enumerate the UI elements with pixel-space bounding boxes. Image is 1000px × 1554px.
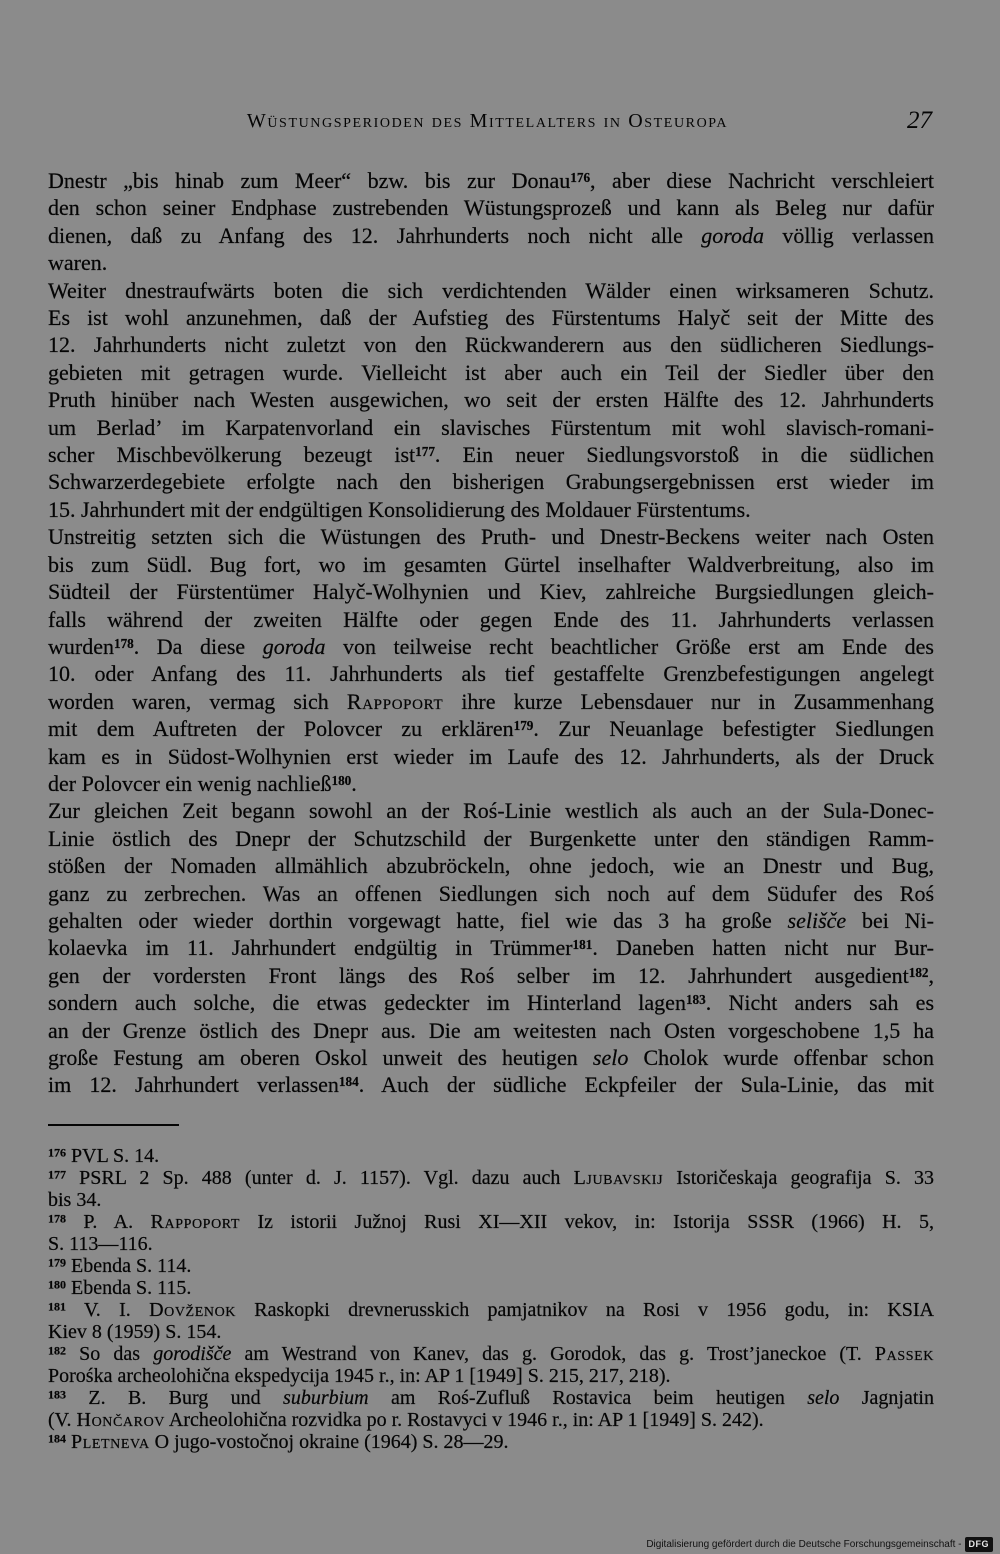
text-run: ganz zu zerbrechen. Was an offenen Siedlungen sich noch auf dem Südufer des Roś [48,880,934,906]
text-run: große Festung am oberen Oskol unweit des heutigen [48,1045,593,1070]
text-line [48,441,934,468]
footnote-marker: 176 [570,170,591,186]
footnote-marker: 180 [48,1277,66,1292]
text-line [48,1044,934,1071]
text-line [48,1321,934,1343]
italic-term: suburbium [283,1387,369,1409]
text-line [48,1167,934,1189]
text-run: PVL S. 14. [66,1145,160,1167]
text-run: um Berlad’ im Karpatenvorland ein slavisches Fürstentum mit wohl slavisch-romani- [48,414,934,440]
text-line [48,1017,934,1044]
text-line [48,1145,934,1167]
text-line [48,1071,934,1098]
footnote-marker: 178 [113,635,134,651]
paragraph [48,523,934,797]
text-run: bei Ni- [846,907,934,933]
footnote [48,1277,934,1299]
footnote [48,1167,934,1211]
text-line [48,1299,934,1321]
text-line [48,578,934,605]
text-line [48,1431,934,1453]
text-run: wurden [48,633,114,659]
credit-text: Digitalisierung gefördert durch die Deutsche Forschungsgemeinschaft - [646,1538,962,1550]
text-run: am Westrand von Kanev, das g. Gorodok, das g. Trost’janeckoe (T. [231,1343,875,1365]
text-line [48,359,934,386]
text-line [48,468,934,495]
text-line [48,1365,934,1387]
text-run: Es ist wohl anzunehmen, daß der Aufstieg des Fürstentums Halyč seit der Mitte des [48,305,934,331]
footnote [48,1211,934,1255]
text-run: völlig verlassen [764,222,935,248]
smallcaps-name: Rappoport [150,1211,241,1233]
text-line [48,606,934,633]
paragraph [48,277,934,524]
text-run: von teilweise recht beachtlicher Größe erst am Ende des [325,633,934,659]
footnote-marker: 176 [48,1145,66,1160]
page-number: 27 [907,107,932,134]
text-line [48,633,934,660]
text-line [48,1343,934,1365]
text-run: So das [66,1343,154,1365]
footnote-marker: 184 [48,1431,66,1446]
text-run: 15. Jahrhundert mit der endgültigen Konsolidierung des Moldauer Fürstentums. [48,496,751,522]
text-line [48,907,934,934]
text-line [48,386,934,413]
italic-term: goroda [701,222,764,248]
text-run: Kiev 8 (1959) S. 154. [48,1321,222,1343]
footnote-marker: 184 [338,1074,359,1090]
text-line [48,743,934,770]
text-run: Porośka archeolohična ekspedycija 1945 r., in: AP 1 [1949] S. 215, 217, 218). [48,1365,671,1387]
text-run: Zur gleichen Zeit begann sowohl an der Roś-Linie westlich als auch an der Sula-Donec- [48,798,934,824]
text-run: V. I. [66,1299,150,1321]
footnote-marker: 179 [48,1255,66,1270]
text-run: S. 113—116. [48,1233,153,1255]
text-run: Südteil der Fürstentümer Halyč-Wolhynien und Kiev, zahlreiche Burgsiedlungen gleich- [48,579,934,605]
text-line [48,414,934,441]
text-run: gehalten oder wieder dorthin vorgewagt hatte, fiel wie das 3 ha große [48,907,788,933]
smallcaps-name: Dovženok [149,1299,236,1321]
footnote-marker: 179 [513,718,534,734]
text-run: (V. [48,1409,77,1431]
text-run: O jugo-vostočnoj okraine (1964) S. 28—29. [149,1431,509,1453]
italic-term: selišče [787,907,847,933]
text-run: waren. [48,250,108,276]
running-title: Wüstungsperioden des Mittelalters in Osteuropa [246,110,729,132]
text-run: Iz istorii Južnoj Rusi XI—XII vekov, in: Istorija SSSR (1966) H. 5, [240,1211,934,1233]
text-line [48,934,934,961]
footnote-marker: 183 [685,992,706,1008]
text-run: der Polovcer ein wenig nachließ [48,770,332,796]
text-run: 10. oder Anfang des 11. Jahrhunderts als tief gestaffelte Grenzbefestigungen angelegt [48,661,934,687]
text-run: an der Grenze östlich des Dnepr aus. Die am weitesten nach Osten vorgeschobene 1,5 ha [48,1017,934,1043]
text-run: am Roś-Zufluß Rostavica beim heutigen [368,1387,808,1409]
paragraph-continued [48,797,934,1098]
italic-term: selo [592,1045,629,1070]
text-run: Z. B. Burg und [66,1387,284,1409]
footnote-marker: 177 [48,1167,66,1182]
text-line [48,1409,934,1431]
footnote-marker: 183 [48,1387,66,1402]
dfg-logo: DFG [965,1537,994,1552]
text-run: kam es in Südost-Wolhynien erst wieder im Laufe des 12. Jahrhunderts, als der Druck [48,743,934,769]
italic-term: goroda [262,633,326,659]
text-line [48,222,934,249]
text-line [48,523,934,550]
text-run: Schwarzerdegebiete erfolgte nach den bisherigen Grabungsergebnissen erst wieder im [48,469,934,495]
text-run: 12. Jahrhunderts nicht zuletzt von den Rückwanderern aus den südlicheren Siedlungs- [48,332,934,358]
text-run: bis 34. [48,1189,102,1211]
text-run: mit dem Auftreten der Polovcer zu erklären [48,716,514,742]
text-line [48,1211,934,1233]
text-line [48,1387,934,1409]
footnote-marker: 181 [572,937,593,953]
footnote [48,1145,934,1167]
text-run: gebieten mit getragen wurde. Vielleicht ist aber auch ein Teil der Siedler über den [48,359,934,385]
smallcaps-name: Pletneva [71,1431,150,1453]
text-run: . [351,770,357,796]
text-run: Cholok wurde offenbar schon [628,1045,935,1070]
text-run: stößen der Nomaden allmählich abzubröckeln, ohne jedoch, wie an Dnestr und Bug, [48,853,934,879]
footnote [48,1255,934,1277]
text-run: gen der vordersten Front längs des Roś selber im 12. Jahrhundert ausgedient [48,962,909,988]
text-run: , aber diese Nachricht verschleiert [590,168,934,193]
footnote-rule [48,1124,179,1126]
paragraph [48,167,934,277]
text-run: scher Mischbevölkerung bezeugt ist [48,442,416,468]
body-text [48,167,934,1099]
text-run: Archeolohična rozvidka po r. Rostavyci v 1946 r., in: AP 1 [1949] S. 242). [165,1409,764,1431]
text-line [48,496,934,523]
text-line [48,852,934,879]
smallcaps-name: Rappoport [346,688,444,714]
text-run: . Da diese [133,633,263,659]
text-line [48,715,934,742]
text-run: ihre kurze Lebensdauer nur in Zusammenhang [443,688,934,714]
text-run: Weiter dnestraufwärts boten die sich verdichtenden Wälder einen wirksameren Schutz. [48,277,934,303]
text-run: . Daneben hatten nicht nur Bur- [592,935,935,961]
text-line [48,880,934,907]
text-run: . Nicht anders sah es [705,990,935,1016]
text-run: kolaevka im 11. Jahrhundert endgültig in Trümmer [48,935,573,961]
text-line [48,688,934,715]
text-line [48,797,934,824]
footnote-marker: 177 [415,444,435,460]
text-run: dienen, daß zu Anfang des 12. Jahrhunderts noch nicht alle [48,222,702,248]
text-run: Jagnjatin [839,1387,934,1409]
footnote [48,1299,934,1343]
text-run: Ebenda S. 114. [66,1255,192,1277]
footnote-marker: 182 [908,964,929,980]
text-line [48,1233,934,1255]
text-line [48,304,934,331]
smallcaps-name: Passek [874,1343,934,1365]
footnote [48,1431,934,1453]
text-line [48,825,934,852]
text-line [48,770,934,797]
text-run: falls während der zweiten Hälfte oder gegen Ende des 11. Jahrhunderts verlassen [48,606,934,632]
text-run: Dnestr „bis hinab zum Meer“ bzw. bis zur Donau [48,168,571,193]
smallcaps-name: Hončarov [76,1409,166,1431]
footnote-marker: 180 [331,773,352,788]
footnotes [48,1145,934,1453]
text-run: . Auch der südliche Eckpfeiler der Sula-Linie, das mit [358,1072,935,1098]
footnote-marker: 178 [48,1211,66,1226]
text-run: Unstreitig setzten sich die Wüstungen des Pruth- und Dnestr-Beckens weiter nach Osten [48,524,934,550]
text-line [48,962,934,989]
text-run: PSRL 2 Sp. 488 (unter d. J. 1157). Vgl. dazu auch [66,1167,574,1189]
italic-term: selo [807,1387,840,1409]
text-run: . Zur Neuanlage befestigter Siedlungen [533,716,934,742]
text-run: Ebenda S. 115. [66,1277,192,1299]
text-run: P. A. [66,1211,151,1233]
text-line [48,551,934,578]
smallcaps-name: Ljubavskij [573,1167,664,1189]
text-run: Pruth hinüber nach Westen ausgewichen, wo seit der ersten Hälfte des 12. Jahrhunderts [48,387,934,413]
footnote [48,1343,934,1387]
text-line [48,194,934,221]
text-line [48,1277,934,1299]
text-run: bis zum Südl. Bug fort, wo im gesamten Gürtel inselhafter Waldverbreitung, also im [48,551,934,577]
text-run: im 12. Jahrhundert verlassen [48,1072,339,1098]
italic-term: gorodišče [153,1343,232,1365]
text-run: , [928,962,934,988]
text-run: Raskopki drevnerusskich pamjatnikov na Rosi v 1956 godu, in: KSIA [236,1299,935,1321]
footnote-marker: 182 [48,1343,66,1358]
text-line [48,1189,934,1211]
footnote [48,1387,934,1431]
text-line [48,167,934,194]
text-line [48,331,934,358]
text-run: Istoričeskaja geografija S. 33 [663,1167,934,1189]
text-run: den schon seiner Endphase zustrebenden Wüstungsprozeß und kann als Beleg nur dafür [48,195,934,221]
text-line [48,277,934,304]
text-line [48,660,934,687]
text-line [48,1255,934,1277]
text-run: . Ein neuer Siedlungsvorstoß in die südlichen [434,442,934,468]
digitization-credit [646,1536,993,1552]
text-line [48,249,934,276]
text-run: Linie östlich des Dnepr der Schutzschild der Burgenkette unter den ständigen Ramm- [48,825,934,851]
text-run: sondern auch solche, die etwas gedeckter im Hinterland lagen [48,990,686,1016]
text-line [48,989,934,1016]
text-run: worden waren, vermag sich [48,688,347,714]
footnote-marker: 181 [48,1299,66,1314]
